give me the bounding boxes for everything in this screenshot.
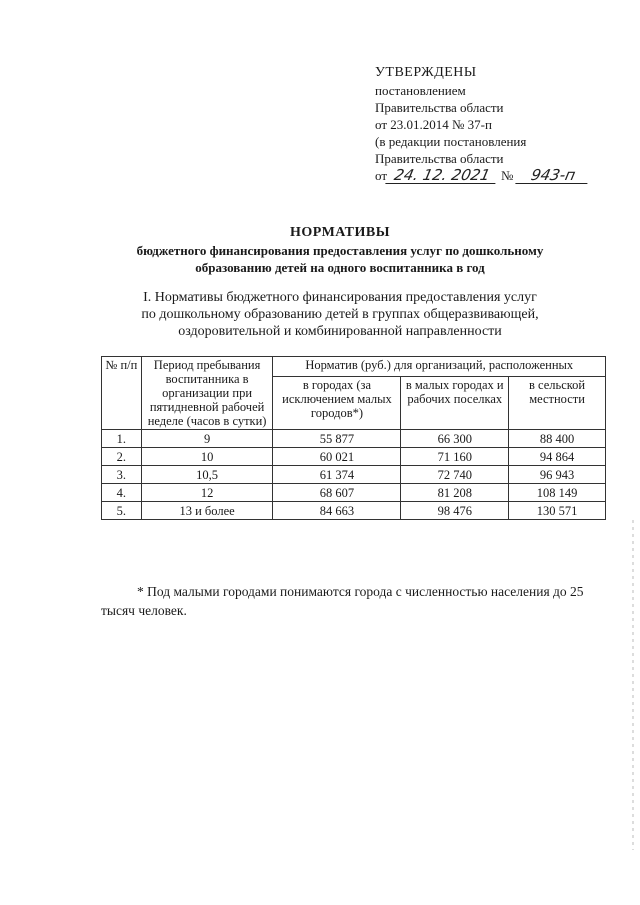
approval-stamp bbox=[375, 64, 625, 184]
header-norm: Норматив (руб.) для организаций, расположенных bbox=[273, 357, 606, 377]
cell-city: 68 607 bbox=[273, 484, 401, 502]
table-row bbox=[102, 466, 606, 484]
cell-num: 5. bbox=[102, 502, 142, 520]
cell-city: 61 374 bbox=[273, 466, 401, 484]
table-row bbox=[102, 430, 606, 448]
approval-line: Правительства области bbox=[375, 151, 504, 166]
section-line: по дошкольному образованию детей в группах общеразвивающей, bbox=[141, 307, 539, 322]
header-rural: в сельской местности bbox=[509, 377, 606, 430]
norms-table bbox=[101, 356, 606, 520]
table-row bbox=[102, 502, 606, 520]
footnote: * Под малыми городами понимаются города с численностью населения до 25 тысяч человек. bbox=[101, 584, 584, 618]
cell-period: 13 и более bbox=[141, 502, 273, 520]
cell-period: 10,5 bbox=[141, 466, 273, 484]
approval-sig-prefix: от bbox=[375, 168, 388, 183]
approval-signature-row bbox=[375, 167, 625, 184]
cell-rural: 130 571 bbox=[509, 502, 606, 520]
table-row bbox=[102, 448, 606, 466]
title-subtitle-line: образованию детей на одного воспитанника в год bbox=[195, 260, 485, 275]
cell-rural: 94 864 bbox=[509, 448, 606, 466]
cell-rural: 88 400 bbox=[509, 430, 606, 448]
number-sign: № bbox=[501, 168, 514, 183]
approval-line: (в редакции постановления bbox=[375, 134, 527, 149]
section-heading bbox=[60, 289, 620, 340]
approval-line: от 23.01.2014 № 37-п bbox=[375, 117, 492, 132]
scan-artifact bbox=[632, 520, 634, 850]
section-line: оздоровительной и комбинированной направленности bbox=[178, 324, 502, 339]
cell-period: 12 bbox=[141, 484, 273, 502]
cell-num: 4. bbox=[102, 484, 142, 502]
cell-small: 66 300 bbox=[401, 430, 509, 448]
cell-rural: 108 149 bbox=[509, 484, 606, 502]
header-small-towns: в малых городах и рабочих поселках bbox=[401, 377, 509, 430]
header-num: № п/п bbox=[102, 357, 142, 430]
approval-line: постановлением bbox=[375, 83, 466, 98]
cell-num: 2. bbox=[102, 448, 142, 466]
table-row bbox=[102, 484, 606, 502]
cell-city: 60 021 bbox=[273, 448, 401, 466]
cell-city: 55 877 bbox=[273, 430, 401, 448]
title-main: НОРМАТИВЫ bbox=[290, 225, 390, 240]
section-line: I. Нормативы бюджетного финансирования предоставления услуг bbox=[143, 290, 537, 305]
approval-heading: УТВЕРЖДЕНЫ bbox=[375, 65, 477, 80]
title-subtitle-line: бюджетного финансирования предоставления услуг по дошкольному bbox=[136, 243, 544, 258]
cell-period: 9 bbox=[141, 430, 273, 448]
cell-small: 98 476 bbox=[401, 502, 509, 520]
cell-small: 71 160 bbox=[401, 448, 509, 466]
cell-small: 81 208 bbox=[401, 484, 509, 502]
cell-rural: 96 943 bbox=[509, 466, 606, 484]
cell-small: 72 740 bbox=[401, 466, 509, 484]
handwritten-number: 943-п bbox=[516, 168, 591, 184]
cell-num: 1. bbox=[102, 430, 142, 448]
handwritten-date: 24. 12. 2021 bbox=[385, 168, 498, 184]
cell-num: 3. bbox=[102, 466, 142, 484]
header-city: в городах (за исключением малых городов*) bbox=[273, 377, 401, 430]
cell-city: 84 663 bbox=[273, 502, 401, 520]
approval-line: Правительства области bbox=[375, 100, 504, 115]
header-period: Период пребывания воспитанника в организации при пятидневной рабочей неделе (часов в сутки) bbox=[141, 357, 273, 430]
document-title bbox=[60, 224, 620, 276]
cell-period: 10 bbox=[141, 448, 273, 466]
